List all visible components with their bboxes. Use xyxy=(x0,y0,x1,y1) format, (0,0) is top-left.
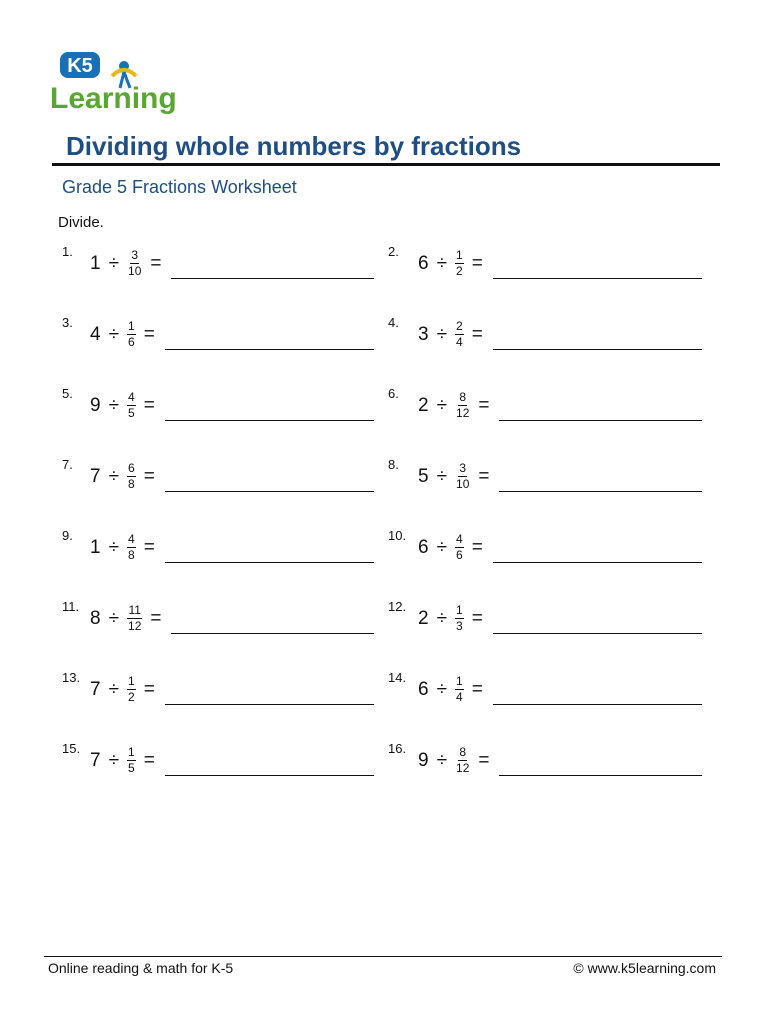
whole-number: 6 xyxy=(418,678,429,700)
whole-number: 7 xyxy=(90,749,101,771)
answer-line[interactable] xyxy=(499,775,702,776)
fraction xyxy=(127,533,136,562)
divide-sign: ÷ xyxy=(436,394,448,416)
fraction-numerator: 4 xyxy=(128,390,135,404)
problem-expression xyxy=(90,462,161,491)
footer-divider xyxy=(44,956,722,957)
equals-sign: = xyxy=(143,749,155,771)
equals-sign: = xyxy=(143,465,155,487)
problem-item xyxy=(62,386,374,430)
problem-item xyxy=(62,670,374,714)
fraction-denominator: 5 xyxy=(128,761,135,775)
whole-number: 3 xyxy=(418,323,429,345)
problem-number: 12. xyxy=(388,599,407,614)
fraction-denominator: 6 xyxy=(128,335,135,349)
answer-line[interactable] xyxy=(165,420,374,421)
problem-item xyxy=(62,244,374,288)
fraction xyxy=(127,746,136,775)
fraction-denominator: 2 xyxy=(456,264,463,278)
fraction-numerator: 3 xyxy=(459,461,467,475)
answer-line[interactable] xyxy=(493,278,702,279)
problem-item xyxy=(388,315,702,359)
problem-item xyxy=(388,741,702,785)
problem-item xyxy=(62,528,374,572)
divide-sign: ÷ xyxy=(108,536,120,558)
equals-sign: = xyxy=(150,607,162,629)
divide-sign: ÷ xyxy=(436,678,448,700)
whole-number: 9 xyxy=(90,394,101,416)
fraction-denominator: 10 xyxy=(128,264,142,278)
divide-sign: ÷ xyxy=(108,252,120,274)
instruction-text: Divide. xyxy=(58,214,104,231)
answer-line[interactable] xyxy=(165,349,374,350)
fraction xyxy=(455,320,464,349)
fraction xyxy=(127,604,142,633)
divide-sign: ÷ xyxy=(436,465,448,487)
equals-sign: = xyxy=(471,323,483,345)
whole-number: 7 xyxy=(90,678,101,700)
answer-line[interactable] xyxy=(165,704,374,705)
whole-number: 7 xyxy=(90,465,101,487)
fraction xyxy=(127,675,136,704)
problem-number: 9. xyxy=(62,528,73,543)
problem-expression xyxy=(418,462,495,491)
problem-item xyxy=(62,457,374,501)
whole-number: 6 xyxy=(418,252,429,274)
fraction xyxy=(455,746,470,775)
answer-line[interactable] xyxy=(499,420,702,421)
fraction xyxy=(455,249,464,278)
equals-sign: = xyxy=(471,678,483,700)
answer-line[interactable] xyxy=(171,633,374,634)
equals-sign: = xyxy=(478,465,490,487)
fraction-numerator: 3 xyxy=(131,248,139,262)
fraction-denominator: 2 xyxy=(128,690,135,704)
svg-text:Learning: Learning xyxy=(50,82,177,114)
problem-expression xyxy=(418,391,495,420)
fraction-denominator: 4 xyxy=(456,335,463,349)
problem-expression xyxy=(418,604,489,633)
problem-number: 14. xyxy=(388,670,407,685)
fraction xyxy=(127,391,136,420)
answer-line[interactable] xyxy=(493,349,702,350)
equals-sign: = xyxy=(143,536,155,558)
problem-number: 7. xyxy=(62,457,73,472)
problem-number: 4. xyxy=(388,315,399,330)
problem-expression xyxy=(418,746,495,775)
fraction-numerator: 8 xyxy=(459,390,467,404)
whole-number: 2 xyxy=(418,394,429,416)
fraction-numerator: 1 xyxy=(456,603,463,617)
whole-number: 2 xyxy=(418,607,429,629)
fraction-denominator: 12 xyxy=(128,619,142,633)
fraction-denominator: 12 xyxy=(456,761,470,775)
divide-sign: ÷ xyxy=(108,394,120,416)
equals-sign: = xyxy=(471,536,483,558)
fraction xyxy=(455,391,470,420)
problem-item xyxy=(388,244,702,288)
problem-expression xyxy=(90,320,161,349)
fraction-denominator: 6 xyxy=(456,548,463,562)
fraction-denominator: 4 xyxy=(456,690,463,704)
whole-number: 6 xyxy=(418,536,429,558)
whole-number: 5 xyxy=(418,465,429,487)
equals-sign: = xyxy=(143,323,155,345)
problem-number: 2. xyxy=(388,244,399,259)
divide-sign: ÷ xyxy=(108,749,120,771)
fraction-denominator: 3 xyxy=(456,619,463,633)
answer-line[interactable] xyxy=(165,562,374,563)
fraction-numerator: 6 xyxy=(128,461,135,475)
problem-expression xyxy=(418,320,489,349)
k5-logo-icon xyxy=(48,50,188,114)
problem-expression xyxy=(90,746,161,775)
equals-sign: = xyxy=(478,749,490,771)
fraction-denominator: 8 xyxy=(128,477,135,491)
equals-sign: = xyxy=(471,252,483,274)
answer-line[interactable] xyxy=(165,775,374,776)
equals-sign: = xyxy=(471,607,483,629)
divide-sign: ÷ xyxy=(436,536,448,558)
divide-sign: ÷ xyxy=(108,678,120,700)
problem-item xyxy=(388,386,702,430)
problem-item xyxy=(388,528,702,572)
problem-item xyxy=(62,315,374,359)
answer-line[interactable] xyxy=(493,704,702,705)
answer-line[interactable] xyxy=(493,633,702,634)
problem-number: 3. xyxy=(62,315,73,330)
fraction xyxy=(455,533,464,562)
fraction-denominator: 5 xyxy=(128,406,135,420)
fraction-numerator: 1 xyxy=(128,674,135,688)
problem-item xyxy=(62,599,374,643)
problem-number: 15. xyxy=(62,741,81,756)
problem-number: 16. xyxy=(388,741,407,756)
divide-sign: ÷ xyxy=(108,323,120,345)
whole-number: 9 xyxy=(418,749,429,771)
fraction xyxy=(455,604,464,633)
equals-sign: = xyxy=(143,394,155,416)
equals-sign: = xyxy=(478,394,490,416)
problem-expression xyxy=(90,391,161,420)
problem-item xyxy=(62,741,374,785)
problem-number: 1. xyxy=(62,244,73,259)
fraction xyxy=(127,462,136,491)
divide-sign: ÷ xyxy=(108,607,120,629)
whole-number: 1 xyxy=(90,536,101,558)
whole-number: 4 xyxy=(90,323,101,345)
svg-text:K5: K5 xyxy=(67,55,93,77)
answer-line[interactable] xyxy=(171,278,374,279)
problem-number: 8. xyxy=(388,457,399,472)
fraction-denominator: 10 xyxy=(456,477,470,491)
worksheet-subtitle: Grade 5 Fractions Worksheet xyxy=(62,177,297,197)
problem-number: 11. xyxy=(62,599,80,614)
divide-sign: ÷ xyxy=(436,749,448,771)
whole-number: 8 xyxy=(90,607,101,629)
fraction xyxy=(127,320,136,349)
problem-number: 13. xyxy=(62,670,81,685)
equals-sign: = xyxy=(150,252,162,274)
worksheet-title: Dividing whole numbers by fractions xyxy=(66,131,522,161)
problem-number: 5. xyxy=(62,386,73,401)
divide-sign: ÷ xyxy=(436,323,448,345)
fraction xyxy=(455,675,464,704)
fraction-numerator: 4 xyxy=(456,532,463,546)
fraction-numerator: 8 xyxy=(459,745,467,759)
fraction-numerator: 1 xyxy=(456,248,463,262)
fraction xyxy=(455,462,470,491)
problem-item xyxy=(388,670,702,714)
problem-item xyxy=(388,599,702,643)
problem-number: 6. xyxy=(388,386,399,401)
answer-line[interactable] xyxy=(493,562,702,563)
problem-number: 10. xyxy=(388,528,407,543)
problem-expression xyxy=(90,249,167,278)
fraction-denominator: 8 xyxy=(128,548,135,562)
answer-line[interactable] xyxy=(499,491,702,492)
problem-expression xyxy=(90,533,161,562)
k5-learning-logo xyxy=(48,50,188,114)
problem-expression xyxy=(418,675,489,704)
fraction-numerator: 1 xyxy=(128,319,135,333)
whole-number: 1 xyxy=(90,252,101,274)
footer-tagline: Online reading & math for K-5 xyxy=(48,960,234,976)
fraction xyxy=(127,249,142,278)
fraction-numerator: 1 xyxy=(128,745,135,759)
problem-expression xyxy=(418,249,489,278)
divide-sign: ÷ xyxy=(108,465,120,487)
problem-expression xyxy=(90,675,161,704)
fraction-numerator: 11 xyxy=(128,603,141,617)
divide-sign: ÷ xyxy=(436,607,448,629)
answer-line[interactable] xyxy=(165,491,374,492)
title-divider xyxy=(52,163,720,166)
fraction-numerator: 4 xyxy=(128,532,135,546)
equals-sign: = xyxy=(143,678,155,700)
footer-website: © www.k5learning.com xyxy=(573,960,716,976)
problem-expression xyxy=(90,604,167,633)
problem-expression xyxy=(418,533,489,562)
problem-item xyxy=(388,457,702,501)
divide-sign: ÷ xyxy=(436,252,448,274)
fraction-numerator: 2 xyxy=(456,319,463,333)
fraction-denominator: 12 xyxy=(456,406,470,420)
fraction-numerator: 1 xyxy=(456,674,463,688)
